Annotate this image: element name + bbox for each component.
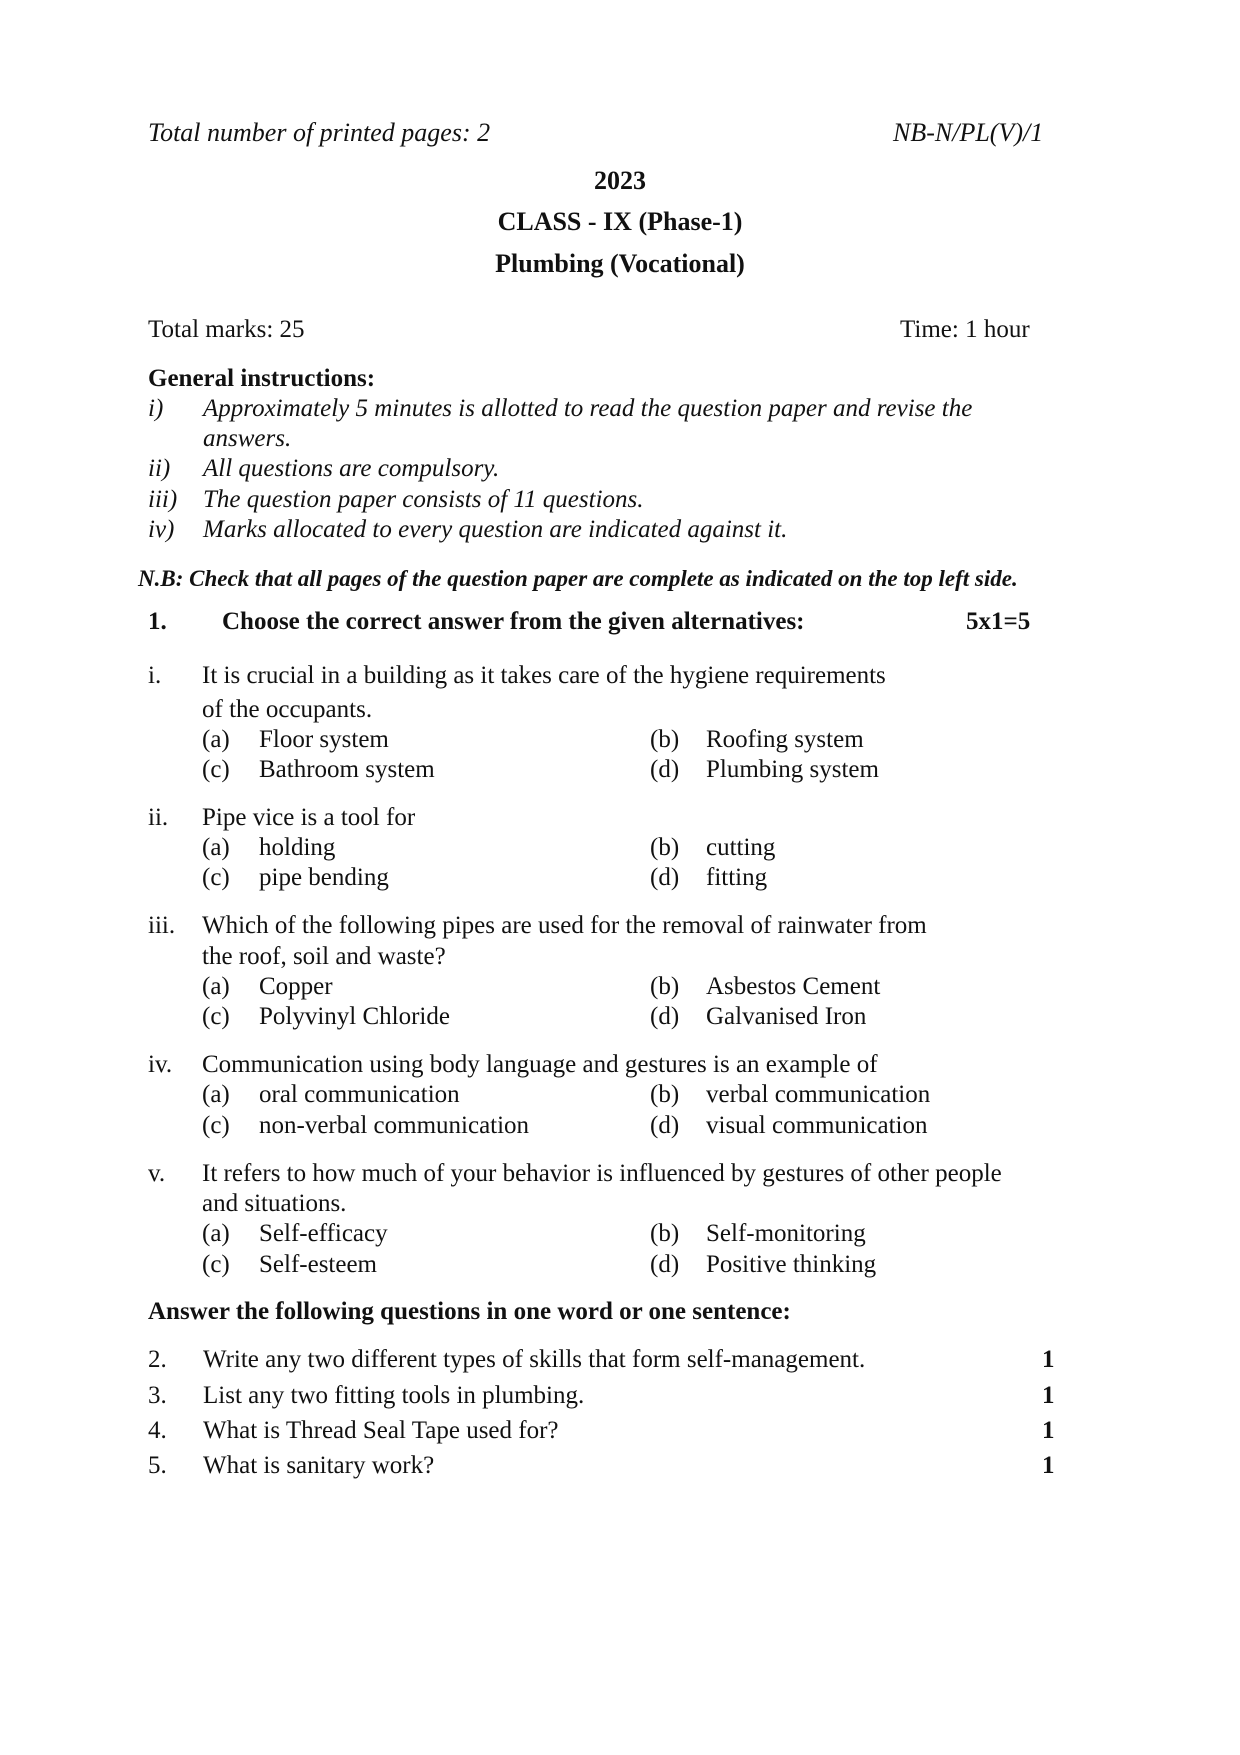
option-text: Self-efficacy [259, 1220, 388, 1247]
option-text: Bathroom system [259, 756, 435, 783]
instruction-number: ii) [148, 455, 171, 482]
sub-question-text: of the occupants. [202, 696, 373, 723]
question-number: 2. [148, 1346, 167, 1373]
option-label: (b) [650, 973, 680, 1000]
option-label: (d) [650, 1003, 680, 1030]
question-marks: 1 [1042, 1382, 1055, 1409]
option-label: (b) [650, 726, 680, 753]
option-label: (a) [202, 973, 230, 1000]
exam-class: CLASS - IX (Phase-1) [497, 207, 743, 236]
option-text: pipe bending [259, 864, 389, 891]
option-label: (d) [650, 864, 680, 891]
sub-question-text: Pipe vice is a tool for [202, 804, 416, 831]
section-heading: Answer the following questions in one word or one sentence: [148, 1298, 791, 1325]
instruction-number: iii) [148, 486, 178, 513]
option-label: (c) [202, 1251, 230, 1278]
option-text: non-verbal communication [259, 1112, 530, 1139]
question-number: 1. [148, 608, 167, 635]
sub-question-text: and situations. [202, 1190, 347, 1217]
sub-question-number: iv. [148, 1051, 173, 1078]
instruction-number: i) [148, 395, 164, 422]
option-text: Copper [259, 973, 333, 1000]
option-label: (a) [202, 834, 230, 861]
exam-subject: Plumbing (Vocational) [495, 249, 745, 278]
option-text: fitting [706, 864, 768, 891]
exam-time: Time: 1 hour [900, 316, 1030, 343]
question-marks: 1 [1042, 1452, 1055, 1479]
option-label: (c) [202, 1112, 230, 1139]
option-label: (c) [202, 1003, 230, 1030]
instruction-text-continued: answers. [203, 425, 292, 452]
instruction-text: Approximately 5 minutes is allotted to read the question paper and revise the [203, 395, 973, 422]
option-text: Roofing system [706, 726, 864, 753]
option-label: (c) [202, 756, 230, 783]
option-label: (a) [202, 1220, 230, 1247]
question-text: What is Thread Seal Tape used for? [203, 1417, 559, 1444]
question-text: What is sanitary work? [203, 1452, 435, 1479]
option-text: holding [259, 834, 336, 861]
option-label: (b) [650, 1081, 680, 1108]
question-marks: 1 [1042, 1417, 1055, 1444]
instruction-text: Marks allocated to every question are indicated against it. [203, 516, 788, 543]
option-text: Galvanised Iron [706, 1003, 867, 1030]
question-number: 3. [148, 1382, 167, 1409]
sub-question-text: It is crucial in a building as it takes care of the hygiene requirements [202, 662, 886, 689]
option-text: visual communication [706, 1112, 928, 1139]
instructions-heading: General instructions: [148, 365, 376, 392]
sub-question-number: iii. [148, 912, 176, 939]
option-label: (a) [202, 726, 230, 753]
option-label: (c) [202, 864, 230, 891]
option-text: Asbestos Cement [706, 973, 881, 1000]
option-label: (d) [650, 1251, 680, 1278]
question-text: List any two fitting tools in plumbing. [203, 1382, 585, 1409]
option-label: (a) [202, 1081, 230, 1108]
question-number: 4. [148, 1417, 167, 1444]
sub-question-text: Which of the following pipes are used for the removal of rainwater from [202, 912, 927, 939]
option-text: Positive thinking [706, 1251, 877, 1278]
sub-question-number: v. [148, 1160, 166, 1187]
sub-question-text: It refers to how much of your behavior is influenced by gestures of other people [202, 1160, 1002, 1187]
sub-question-text: Communication using body language and gestures is an example of [202, 1051, 878, 1078]
option-text: cutting [706, 834, 776, 861]
option-text: Self-monitoring [706, 1220, 866, 1247]
option-label: (b) [650, 1220, 680, 1247]
instruction-text: The question paper consists of 11 questions. [203, 486, 644, 513]
option-label: (d) [650, 1112, 680, 1139]
instruction-text: All questions are compulsory. [203, 455, 500, 482]
printed-pages-note: Total number of printed pages: 2 [148, 118, 491, 147]
option-text: Polyvinyl Chloride [259, 1003, 450, 1030]
option-label: (b) [650, 834, 680, 861]
instruction-number: iv) [148, 516, 175, 543]
option-text: oral communication [259, 1081, 460, 1108]
paper-code: NB-N/PL(V)/1 [893, 118, 1044, 147]
sub-question-text: the roof, soil and waste? [202, 943, 446, 970]
sub-question-number: ii. [148, 804, 169, 831]
question-marks: 1 [1042, 1346, 1055, 1373]
option-label: (d) [650, 756, 680, 783]
option-text: Self-esteem [259, 1251, 378, 1278]
option-text: Floor system [259, 726, 389, 753]
question-number: 5. [148, 1452, 167, 1479]
sub-question-number: i. [148, 662, 162, 689]
option-text: verbal communication [706, 1081, 931, 1108]
total-marks: Total marks: 25 [148, 316, 305, 343]
question-text: Write any two different types of skills that form self-management. [203, 1346, 866, 1373]
question-title: Choose the correct answer from the given alternatives: [222, 608, 805, 635]
nb-note: N.B: Check that all pages of the question paper are complete as indicated on the top left side. [138, 566, 1018, 591]
question-marks: 5x1=5 [966, 608, 1031, 635]
option-text: Plumbing system [706, 756, 879, 783]
exam-year: 2023 [594, 166, 646, 195]
